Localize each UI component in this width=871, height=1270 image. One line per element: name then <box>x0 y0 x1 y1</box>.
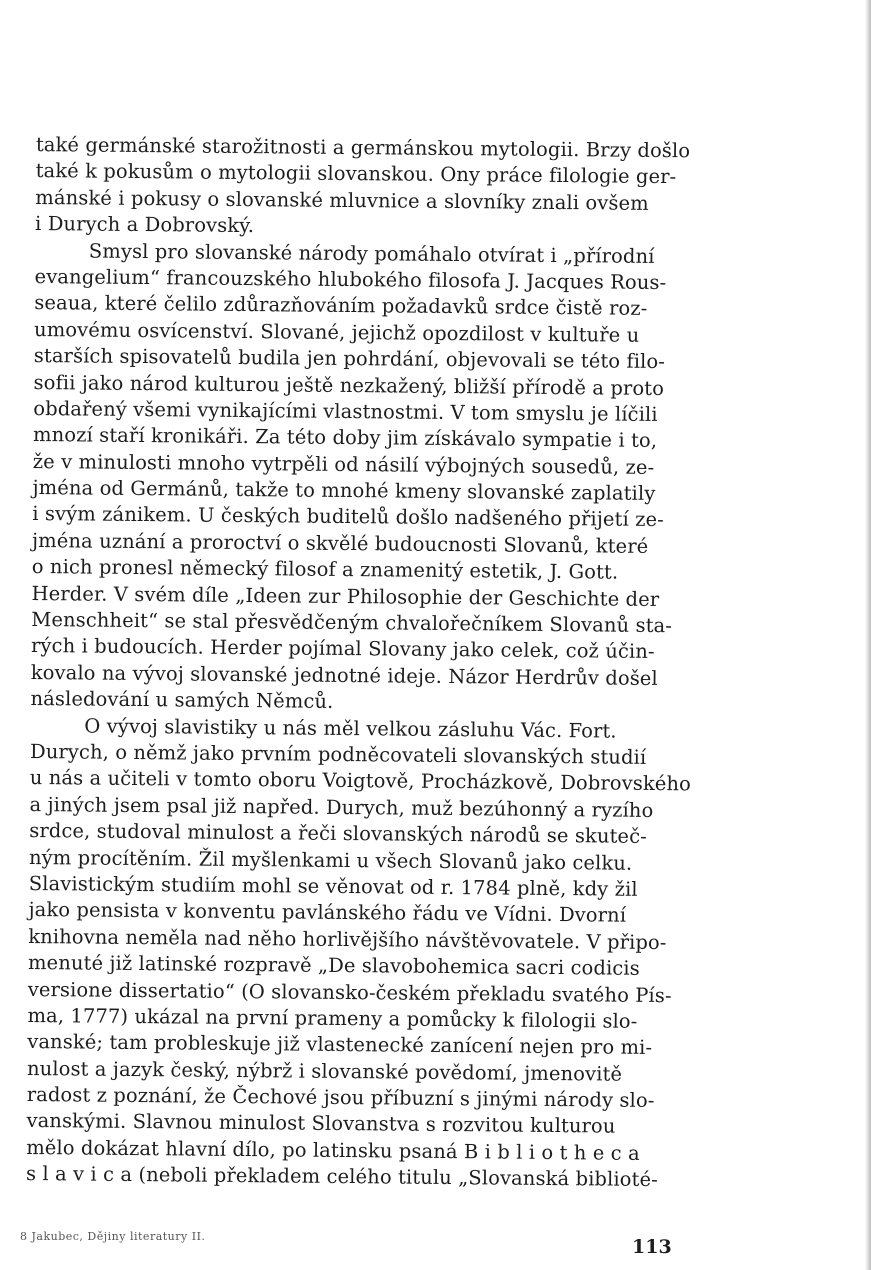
text-line: jména od Germánů, takže to mnohé kmeny slovanské zaplatily <box>32 476 656 506</box>
text-line: o nich pronesl německý filosof a znamenitý estetik, J. Gott. <box>31 555 619 584</box>
scan-edge-shadow <box>865 0 871 1270</box>
text-line: srdce, studoval minulost a řeči slovanských národů se skuteč- <box>29 819 647 849</box>
text-line: také k pokusům o mytologii slovanskou. Ony práce filologie ger- <box>35 159 677 189</box>
text-line: u nás a učiteli v tomto oboru Voigtově, Procházkově, Dobrovského <box>29 766 692 796</box>
body-text <box>26 132 706 1194</box>
text-line: ným procítěním. Žil myšlenkami u všech Slovanů jako celku. <box>28 845 633 875</box>
text-line: vanské; tam probleskuje již vlastenecké zanícení nejen pro mi- <box>27 1030 653 1060</box>
text-line: Menschheit“ se stal přesvědčeným chvalořečníkem Slovanů sta- <box>31 608 673 638</box>
text-line: sofii jako národ kulturou ještě nezkažený, bližší přírodě a proto <box>33 370 665 400</box>
text-line: nulost a jazyk český, nýbrž i slovanské povědomí, jmenovitě <box>26 1056 623 1086</box>
text-line: následování u samých Němců. <box>30 687 334 714</box>
text-line: kovalo na vývoj slovanské jednotné ideje. Názor Herdrův došel <box>30 660 658 690</box>
text-line: evangelium“ francouzského hlubokého filosofa J. Jacques Rous- <box>34 264 667 295</box>
text-line: jako pensista v konventu pavlánského řádu ve Vídni. Dvorní <box>28 898 627 928</box>
text-line: s l a v i c a (neboli překladem celého titulu „Slovanská biblioté- <box>25 1162 658 1192</box>
text-line: vanskými. Slavnou minulost Slovanstva s rozvitou kulturou <box>26 1109 616 1139</box>
text-line: ma, 1777) ukázal na první prameny a pomůcky k filologii slo- <box>27 1003 638 1033</box>
text-line: i svým zánikem. U českých buditelů došlo nadšeného přijetí ze- <box>32 502 664 532</box>
text-line: mělo dokázat hlavní dílo, po latinsku psaná B i b l i o t h e c a <box>26 1135 640 1165</box>
signature-mark: 8 Jakubec, Dějiny literatury II. <box>20 1230 206 1243</box>
text-line: Herder. V svém díle „Ideen zur Philosophie der Geschichte der <box>31 581 660 611</box>
paragraph-start-line: O vývoj slavistiky u nás měl velkou zásluhu Vác. Fort. <box>84 714 617 743</box>
text-line: seaua, které čelilo zdůrazňováním požadavků srdce čistě roz- <box>34 291 648 321</box>
text-line: také germánské starožitnosti a germánskou mytologii. Brzy došlo <box>35 132 691 163</box>
text-line: obdařený všemi vynikajícími vlastnostmi. V tom smyslu je líčili <box>33 396 658 426</box>
text-line: versione dissertatio“ (O slovansko-českém překladu svatého Pís- <box>27 977 672 1007</box>
text-line: i Durych a Dobrovský. <box>35 212 255 238</box>
text-line: a jiných jsem psal již napřed. Durych, muž bezúhonný a ryzího <box>29 792 654 822</box>
paragraph-start-line: Smysl pro slovanské národy pomáhalo otvírat i „přírodní <box>88 239 655 268</box>
text-line: Slavistickým studiím mohl se věnovat od r. 1784 plně, kdy žil <box>28 871 638 901</box>
text-line: radost z poznání, že Čechové jsou příbuzní s jinými národy slo- <box>26 1083 655 1113</box>
page-number: 113 <box>632 1236 672 1258</box>
text-line: rých i budoucích. Herder pojímal Slovany jako celek, což účin- <box>30 634 655 664</box>
text-line: že v minulosti mnoho vytrpěli od násilí výbojných sousedů, ze- <box>32 449 655 479</box>
text-line: mánské i pokusy o slovanské mluvnice a slovníky znali ovšem <box>35 185 649 215</box>
text-line: knihovna neměla nad něho horlivějšího návštěvovatele. V připo- <box>28 924 667 954</box>
text-line: starších spisovatelů budila jen pohrdání, objevovali se této filo- <box>33 344 666 374</box>
text-line: mnozí staří kronikáři. Za této doby jim získávalo sympatie i to, <box>32 423 658 453</box>
text-line: jména uznání a proroctví o skvělé budoucnosti Slovanů, které <box>31 528 649 558</box>
text-line: umovému osvícenství. Slované, jejichž opozdilost v kultuře u <box>33 317 640 347</box>
text-line: Durych, o němž jako prvním podněcovateli slovanských studií <box>29 739 647 769</box>
text-line: menuté již latinské rozpravě „De slavobohemica sacri codicis <box>27 951 640 980</box>
